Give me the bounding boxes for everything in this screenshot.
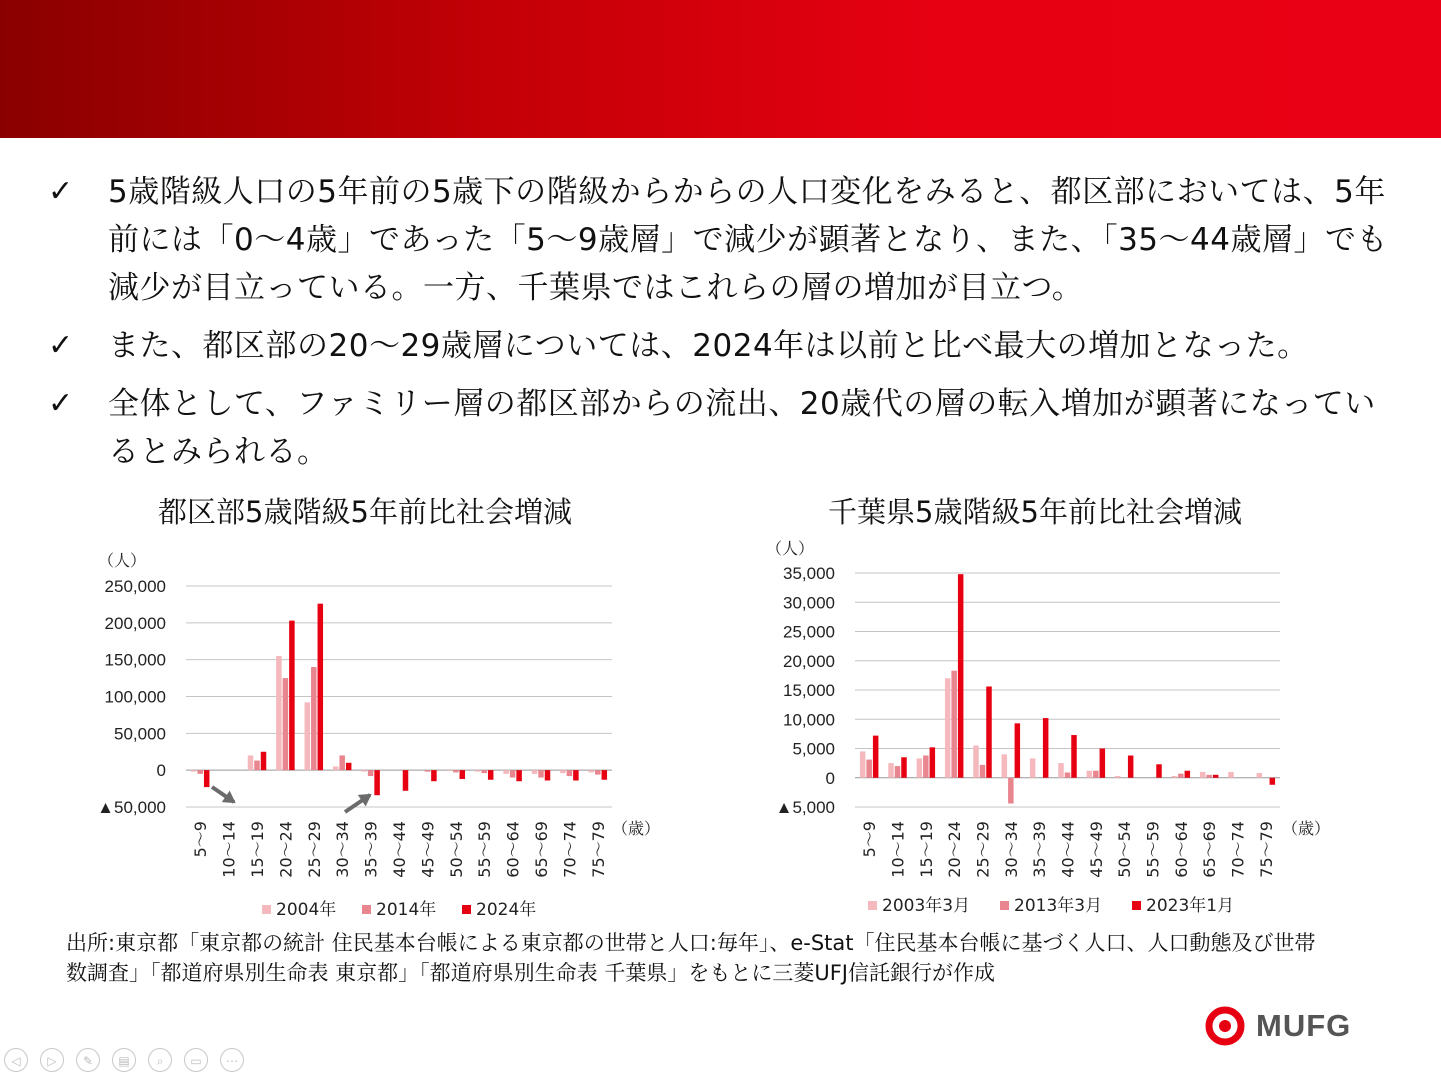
bar-2004年 (191, 770, 197, 771)
bar-2024年 (261, 752, 267, 770)
x-tick-label: 10～14 (219, 821, 239, 878)
y-tick-label: 15,000 (783, 681, 835, 700)
bar-2003年3月 (1200, 772, 1206, 778)
x-tick-label: 20～24 (945, 821, 965, 878)
x-tick-label: 65～69 (532, 821, 551, 878)
y-tick-label: 0 (825, 768, 835, 788)
bar-2003年3月 (860, 751, 866, 777)
x-tick-label: 45～49 (418, 821, 438, 878)
source-note: 出所:東京都「東京都の統計 住民基本台帳による東京都の世帯と人口:毎年」、e-Stat「住民基本台帳に基づく人口、人口動態及び世帯数調査」「都道府県別生命表 東京都」「都道府県別生命表 千葉県」をもとに三菱UFJ信託銀行が作成 (66, 931, 1316, 985)
x-tick-label: 10～14 (888, 821, 908, 878)
y-tick-label: 200,000 (104, 613, 166, 633)
bar-2024年 (431, 770, 437, 781)
screen-icon[interactable]: ▭ (184, 1048, 208, 1072)
bar-2013年3月 (951, 671, 957, 778)
y-tick-label: ▲5,000 (775, 798, 835, 817)
bar-2004年 (475, 770, 481, 771)
y-tick-label: 5,000 (792, 739, 835, 759)
check-icon: ✓ (48, 174, 74, 209)
x-tick-label: 55～59 (475, 821, 495, 878)
bar-2014年 (425, 770, 431, 771)
bar-2023年1月 (1128, 756, 1134, 778)
bar-2003年3月 (973, 746, 979, 778)
x-tick-label: 75～79 (1256, 821, 1276, 878)
x-tick-label: 50～54 (1115, 821, 1135, 878)
legend-swatch (262, 905, 271, 914)
bar-2024年 (488, 770, 494, 780)
legend-label: 2013年3月 (1014, 896, 1103, 916)
x-tick-label: 25～29 (304, 821, 324, 878)
bar-2003年3月 (1002, 754, 1008, 777)
x-tick-label: 70～74 (1228, 821, 1248, 878)
x-tick-label: 35～39 (361, 821, 381, 878)
x-tick-label: 60～64 (503, 821, 523, 878)
bullet-text: また、都区部の20～29歳層については、2024年は以前と比べ最大の増加となった。 (108, 328, 1309, 364)
bar-2004年 (333, 766, 339, 770)
bar-2004年 (532, 770, 538, 774)
bar-2023年1月 (1015, 723, 1021, 777)
bullet-text: 全体として、ファミリー層の都区部からの流出、20歳代の層の転入増加が顕著になっているとみられる。 (108, 386, 1376, 470)
x-tick-label: 5～9 (191, 821, 211, 858)
logo-ring-icon (1204, 1006, 1250, 1046)
x-tick-label: 30～34 (333, 821, 353, 878)
zoom-icon[interactable]: ⌕ (148, 1048, 172, 1072)
bar-2024年 (602, 770, 608, 780)
logo-text: MUFG (1256, 1008, 1352, 1043)
bar-2023年1月 (1270, 778, 1276, 785)
bar-2014年 (453, 770, 459, 772)
bar-2003年3月 (917, 758, 923, 777)
bar-2013年3月 (1008, 778, 1014, 804)
x-tick-label: 55～59 (1143, 821, 1163, 878)
y-tick-label: 35,000 (783, 564, 835, 583)
bar-2003年3月 (1172, 776, 1178, 778)
bar-2024年 (318, 604, 324, 770)
bar-2014年 (368, 770, 374, 776)
chart-title-tokyo: 都区部5歳階級5年前比社会増減 (158, 495, 572, 529)
y-tick-label: 10,000 (783, 710, 835, 730)
bar-2013年3月 (923, 756, 929, 778)
y-tick-label: 100,000 (104, 687, 166, 707)
x-tick-label: 50～54 (446, 821, 466, 878)
y-tick-label: 50,000 (114, 724, 166, 744)
bar-2013年3月 (1093, 771, 1099, 778)
slides-icon[interactable]: ▤ (112, 1048, 136, 1072)
legend-swatch (1132, 901, 1141, 910)
x-tick-label: 40～44 (390, 821, 409, 878)
x-tick-label: 75～79 (588, 821, 608, 878)
bar-2014年 (197, 770, 203, 774)
x-tick-label: 65～69 (1200, 821, 1220, 878)
legend-swatch (868, 901, 877, 910)
bar-2004年 (248, 755, 254, 770)
legend-label: 2004年 (276, 900, 337, 920)
bullet-text: 5歳階級人口の5年前の5歳下の階級からからの人口変化をみると、都区部においては、5年前には「0～4歳」であった「5～9歳層」で減少が顕著となり、また、「35～44歳層」でも減少が目立っている。一方、千葉県ではこれらの層の増加が目立つ。 (108, 174, 1388, 306)
bar-2014年 (567, 770, 573, 776)
bar-2003年3月 (1115, 776, 1121, 778)
bar-2013年3月 (1178, 774, 1184, 778)
x-tick-label: 45～49 (1086, 821, 1106, 878)
y-tick-label: 250,000 (104, 577, 166, 596)
x-unit-label: （歳） (1282, 819, 1331, 838)
y-tick-label: 25,000 (783, 622, 835, 642)
bar-2003年3月 (1257, 773, 1263, 778)
legend-label: 2024年 (476, 900, 537, 920)
x-tick-label: 20～24 (276, 821, 296, 878)
bar-2003年3月 (1228, 772, 1234, 778)
x-tick-label: 35～39 (1030, 821, 1050, 878)
check-icon: ✓ (48, 328, 74, 363)
bar-2024年 (289, 621, 295, 771)
bar-2024年 (204, 770, 210, 787)
bar-2004年 (276, 656, 282, 770)
bar-2014年 (339, 755, 345, 770)
bar-2013年3月 (1065, 772, 1071, 777)
legend-swatch (462, 905, 471, 914)
bar-2023年1月 (930, 747, 936, 777)
bar-2023年1月 (986, 686, 992, 777)
bar-2023年1月 (958, 574, 964, 778)
bar-2024年 (403, 770, 409, 791)
x-tick-label: 5～9 (860, 821, 880, 858)
bar-2014年 (311, 667, 317, 770)
bar-2004年 (361, 770, 367, 771)
x-tick-label: 60～64 (1171, 821, 1191, 878)
legend-swatch (1000, 901, 1009, 910)
bar-2024年 (374, 770, 380, 795)
bar-2014年 (595, 770, 601, 774)
bar-2003年3月 (1058, 763, 1064, 778)
legend-swatch (362, 905, 371, 914)
next-icon[interactable]: ▷ (40, 1048, 64, 1072)
y-tick-label: 30,000 (783, 593, 835, 613)
chart-chiba (766, 539, 1330, 916)
legend-label: 2023年1月 (1146, 896, 1235, 916)
chart-title-chiba: 千葉県5歳階級5年前比社会増減 (828, 495, 1242, 529)
chart-tokyo (97, 551, 660, 920)
x-tick-label: 15～19 (916, 821, 936, 878)
bar-2023年1月 (1185, 771, 1191, 778)
bar-2013年3月 (895, 766, 901, 778)
bar-2004年 (560, 770, 566, 773)
bar-2014年 (538, 770, 544, 777)
bar-2003年3月 (1030, 758, 1036, 777)
bar-2004年 (447, 770, 453, 771)
y-unit-label: （人） (97, 551, 147, 570)
x-tick-label: 30～34 (1001, 821, 1021, 878)
bar-2014年 (481, 770, 487, 773)
bar-2023年1月 (1043, 718, 1049, 778)
slide-nav (4, 1048, 244, 1074)
bar-2024年 (573, 770, 579, 780)
bar-2023年1月 (1213, 775, 1219, 778)
bar-2023年1月 (873, 736, 879, 778)
bar-2024年 (545, 770, 551, 780)
bar-2013年3月 (1206, 775, 1212, 778)
mufg-logo (1204, 1006, 1364, 1046)
bar-2023年1月 (1100, 749, 1106, 778)
x-tick-label: 25～29 (973, 821, 993, 878)
check-icon: ✓ (48, 386, 74, 421)
bar-2023年1月 (1071, 735, 1077, 778)
bar-2023年1月 (901, 757, 907, 777)
bar-2013年3月 (866, 760, 872, 778)
bar-2004年 (503, 770, 509, 774)
bar-2023年1月 (1156, 764, 1162, 777)
x-unit-label: （歳） (612, 819, 661, 838)
y-tick-label: 0 (156, 761, 166, 781)
bar-2024年 (460, 770, 466, 779)
bar-2003年3月 (1087, 771, 1093, 778)
x-tick-label: 15～19 (248, 821, 267, 878)
bar-2024年 (346, 763, 352, 770)
bar-2003年3月 (888, 763, 894, 778)
legend-label: 2003年3月 (882, 896, 971, 916)
more-icon[interactable]: ⋯ (220, 1048, 244, 1072)
bar-2024年 (516, 770, 522, 781)
bar-2013年3月 (980, 765, 986, 778)
bar-2014年 (254, 761, 260, 771)
bar-2003年3月 (945, 678, 951, 777)
bar-2014年 (283, 678, 289, 770)
bar-2004年 (589, 770, 595, 772)
bar-2004年 (305, 702, 311, 770)
x-tick-label: 70～74 (560, 821, 580, 878)
y-tick-label: 150,000 (104, 650, 166, 670)
y-tick-label: 20,000 (783, 651, 835, 671)
y-tick-label: ▲50,000 (97, 798, 166, 817)
x-tick-label: 40～44 (1058, 821, 1078, 878)
pen-icon[interactable]: ✎ (76, 1048, 100, 1072)
legend-label: 2014年 (376, 900, 437, 920)
y-unit-label: （人） (765, 539, 815, 558)
prev-icon[interactable]: ◁ (4, 1048, 28, 1072)
bar-2014年 (510, 770, 515, 777)
